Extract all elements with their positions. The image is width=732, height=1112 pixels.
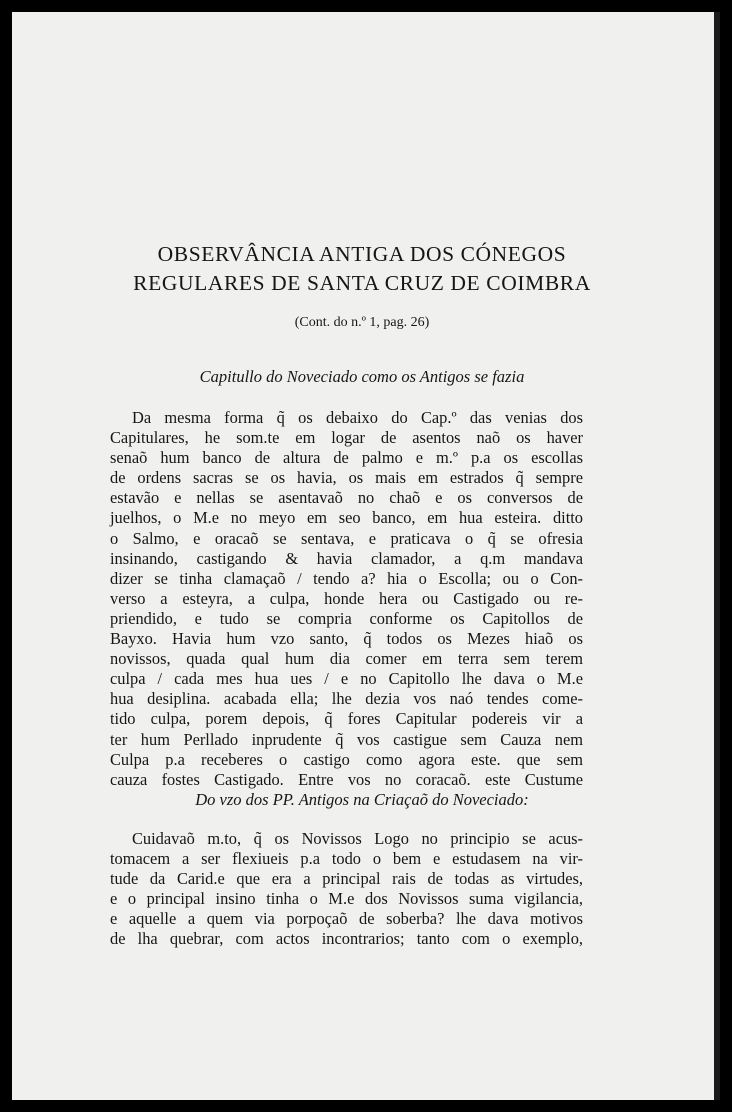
- text-line: verso a esteyra, a culpa, honde hera ou Castigado ou re-: [110, 588, 583, 608]
- text-line: Bayxo. Havia hum vzo santo, q̃ todos os Mezes hiaõ os: [110, 629, 583, 649]
- paragraph-noveciado: [110, 408, 583, 790]
- text-line: Capitulares, he som.te em logar de asentos naõ os haver: [110, 428, 583, 448]
- text-line: juelhos, o M.e no meyo em seo banco, em hua esteira. ditto: [110, 508, 583, 528]
- article-title: [12, 240, 712, 298]
- text-line: tomacem a ser flexiueis p.a todo o bem e estudasem na vir-: [110, 849, 583, 869]
- text-line: Culpa p.a receberes o castigo como agora este. que sem: [110, 749, 583, 769]
- text-line: ter hum Perllado inprudente q̃ vos castigue sem Cauza nem: [110, 729, 583, 749]
- text-line: estavão e nellas se asentavaõ no chaõ e os conversos de: [110, 488, 583, 508]
- section-heading-noveciado: Capitullo do Noveciado como os Antigos se fazia: [199, 367, 525, 386]
- text-line: de ordens sacras se os havia, os mais em estrados q̃ sempre: [110, 468, 583, 488]
- text-line: culpa / cada mes hua ues / e no Capitollo lhe dava o M.e: [110, 669, 583, 689]
- text-line: insinando, castigando & havia clamador, a q.m mandava: [110, 548, 583, 568]
- paragraph-vzo: [110, 829, 583, 950]
- text-line: priendido, e tudo se compria conforme os Capitollos de: [110, 608, 583, 628]
- document-page: [12, 12, 720, 1100]
- text-line: Da mesma forma q̃ os debaixo do Cap.º das venias dos: [132, 408, 583, 427]
- continuation-note: (Cont. do n.º 1, pag. 26): [294, 315, 430, 330]
- text-line: senaõ hum banco de altura de palmo e m.º p.a os escollas: [110, 448, 583, 468]
- text-line: Cuidavaõ m.to, q̃ os Novissos Logo no principio se acus-: [132, 829, 583, 848]
- text-line: novissos, quada qual hum dia comer em terra sem terem: [110, 649, 583, 669]
- text-line: dizer se tinha clamaçaõ / tendo a? hia o Escolla; ou o Con-: [110, 568, 583, 588]
- text-line: tido culpa, porem depois, q̃ fores Capitular podereis vir a: [110, 709, 583, 729]
- title-line-2: REGULARES DE SANTA CRUZ DE COIMBRA: [133, 271, 591, 295]
- section-heading-vzo: Do vzo dos PP. Antigos na Criaçaõ do Noveciado:: [195, 790, 529, 809]
- text-line: e aquelle a quem via porpoçaõ de soberba? lhe dava motivos: [110, 909, 583, 929]
- text-line: cauza fostes Castigado. Entre vos no coracaõ. este Custume: [110, 769, 583, 789]
- text-line: o Salmo, e oracaõ se sentava, e praticava o q̃ se ofresia: [110, 528, 583, 548]
- text-line: de lha quebrar, com actos incontrarios; tanto com o exemplo,: [110, 929, 583, 949]
- text-line: hua desiplina. acabada ella; lhe dezia vos naó tendes come-: [110, 689, 583, 709]
- title-line-1: OBSERVÂNCIA ANTIGA DOS CÓNEGOS: [157, 242, 567, 266]
- text-line: e o principal insino tinha o M.e dos Novissos suma vigilancia,: [110, 889, 583, 909]
- text-line: tude da Carid.e que era a principal rais de todas as virtudes,: [110, 869, 583, 889]
